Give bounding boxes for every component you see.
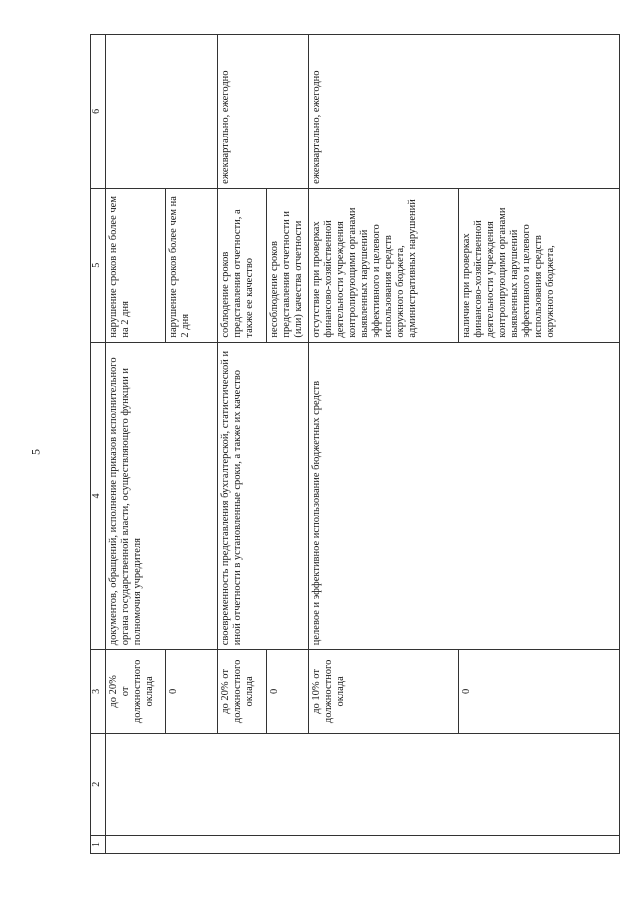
page-number: 5	[28, 449, 43, 455]
cell-criterion: целевое и эффективное использование бюджетных средств	[308, 342, 619, 650]
header-col-2: 2	[91, 733, 106, 836]
header-row	[91, 35, 106, 854]
cell-bonus-amount: до 20% от должностного оклада	[106, 650, 166, 733]
cell-col1	[106, 836, 620, 854]
cell-condition: нарушение сроков не более чем на 2 дня	[106, 188, 166, 342]
table-row	[218, 35, 266, 854]
cell-col2	[106, 733, 620, 836]
table-row	[308, 35, 459, 854]
table-row	[106, 35, 166, 854]
cell-condition: несоблюдение сроков представления отчетности и (или) качества отчетности	[266, 188, 308, 342]
header-col-5: 5	[91, 188, 106, 342]
cell-criterion: своевременность представления бухгалтерской, статистической и иной отчетности в установленные сроки, а также их качество	[218, 342, 308, 650]
header-col-6: 6	[91, 35, 106, 189]
cell-bonus-amount: до 10% от должностного оклада	[308, 650, 459, 733]
cell-condition: нарушение сроков более чем на 2 дня	[166, 188, 218, 342]
cell-condition: отсутствие при проверках финансово-хозяйственной деятельности учреждения контролирующими органами выявленных нарушений эффективного и целевого использования средств окружного бюджета, административных нарушений	[308, 188, 459, 342]
cell-criterion: документов, обращений, исполнение приказов исполнительного органа государственной власти, осуществляющего функции и полномочия учредителя	[106, 342, 218, 650]
cell-period	[106, 35, 218, 189]
cell-bonus-amount: 0	[459, 650, 620, 733]
cell-period: ежеквартально, ежегодно	[308, 35, 619, 189]
cell-condition: соблюдение сроков представления отчетности, а также ее качество	[218, 188, 266, 342]
rotated-table-wrapper	[90, 34, 620, 854]
header-col-4: 4	[91, 342, 106, 650]
criteria-table	[90, 34, 620, 854]
header-col-1: 1	[91, 836, 106, 854]
cell-bonus-amount: 0	[266, 650, 308, 733]
cell-bonus-amount: 0	[166, 650, 218, 733]
cell-condition: наличие при проверках финансово-хозяйственной деятельности учреждения контролирующими органами выявленных нарушений эффективного и целевого использования средств окружного бюджета,	[459, 188, 620, 342]
cell-period: ежеквартально, ежегодно	[218, 35, 308, 189]
header-col-3: 3	[91, 650, 106, 733]
cell-bonus-amount: до 20% от должностного оклада	[218, 650, 266, 733]
